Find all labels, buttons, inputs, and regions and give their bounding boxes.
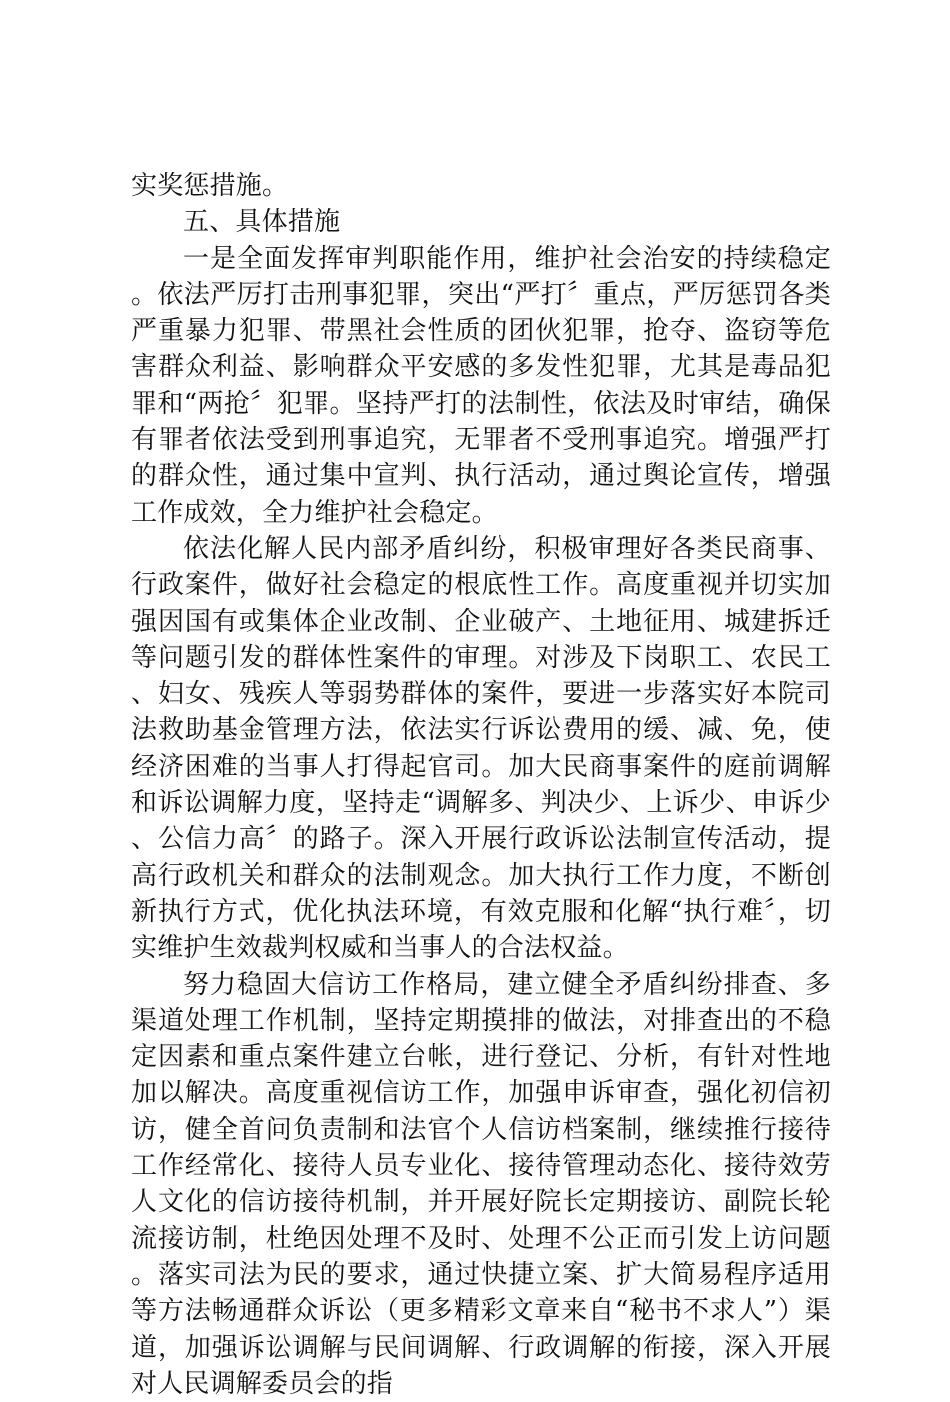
paragraph: 依法化解人民内部矛盾纠纷，积极审理好各类民商事、行政案件，做好社会稳定的根底性工作。高度重视并切实加强因国有或集体企业改制、企业破产、土地征用、城建拆迁等问题引发的群体性案件的审理。对涉及下岗职工、农民工、妇女、残疾人等弱势群体的案件，要进一步落实好本院司法救助基金管理方法，依法实行诉讼费用的缓、减、免，使经济困难的当事人打得起官司。加大民商事案件的庭前调解和诉讼调解力度，坚持走“调解多、判决少、上诉少、申诉少、公信力高〞的路子。深入开展行政诉讼法制宣传活动，提高行政机关和群众的法制观念。加大执行工作力度，不断创新执行方式，优化执法环境，有效克服和化解“执行难〞，切实维护生效裁判权威和当事人的合法权益。: [131, 533, 831, 964]
paragraph: 努力稳固大信访工作格局，建立健全矛盾纠纷排查、多渠道处理工作机制，坚持定期摸排的做法，对排查出的不稳定因素和重点案件建立台帐，进行登记、分析，有针对性地加以解决。高度重视信访工作，加强申诉审查，强化初信初访，健全首问负责制和法官个人信访档案制，继续推行接待工作经常化、接待人员专业化、接待管理动态化、接待效劳人文化的信访接待机制，并开展好院长定期接访、副院长轮流接访制，杜绝因处理不及时、处理不公正而引发上访问题。落实司法为民的要求，通过快捷立案、扩大简易程序适用等方法畅通群众诉讼（更多精彩文章来自“秘书不求人”）渠道，加强诉讼调解与民间调解、行政调解的衔接，深入开展对人民调解委员会的指: [131, 969, 831, 1399]
document-body: [131, 168, 831, 1402]
paragraph: 一是全面发挥审判职能作用，维护社会治安的持续稳定。依法严厉打击刑事犯罪，突出“严打〞重点，严厉惩罚各类严重暴力犯罪、带黑社会性质的团伙犯罪，抢夺、盗窃等危害群众利益、影响群众平安感的多发性犯罪，尤其是毒品犯罪和“两抢〞犯罪。坚持严打的法制性，依法及时审结，确保有罪者依法受到刑事追究，无罪者不受刑事追究。增强严打的群众性，通过集中宣判、执行活动，通过舆论宣传，增强工作成效，全力维护社会稳定。: [131, 243, 831, 528]
paragraph-continuation: 实奖惩措施。: [131, 171, 289, 201]
section-heading: 五、具体措施: [183, 207, 341, 238]
